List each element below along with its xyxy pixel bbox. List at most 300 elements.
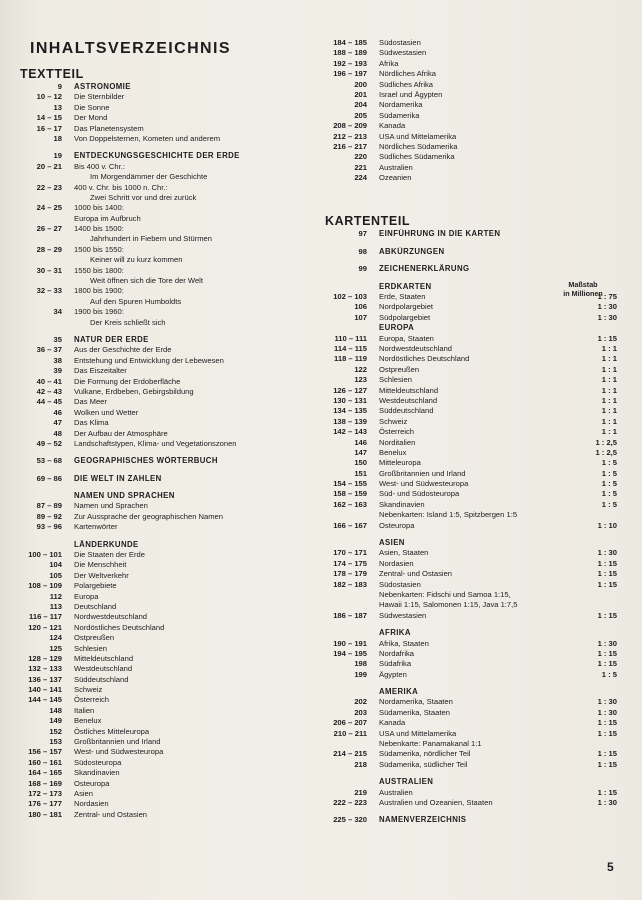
entry-title: Südwestasien — [379, 48, 427, 58]
entry-title: Südwestasien — [379, 610, 427, 620]
page-ref: 224 — [354, 173, 367, 183]
toc-entry — [325, 121, 617, 131]
toc-entry — [325, 659, 617, 669]
map-scale — [577, 323, 617, 333]
page-ref — [20, 193, 62, 203]
page-ref: 42 – 43 — [36, 386, 62, 396]
entry-title: Wolken und Wetter — [74, 407, 139, 417]
page-ref: 16 – 17 — [36, 123, 62, 133]
entry-title: Nordwestdeutschland — [74, 612, 148, 622]
entry-title: Schlesien — [74, 643, 107, 653]
toc-entry — [325, 569, 617, 579]
entry-title: USA und Mittelamerika — [379, 728, 457, 738]
page-number: 5 — [607, 860, 614, 874]
toc-entry — [325, 580, 617, 590]
toc-entry — [20, 103, 305, 113]
page-ref — [20, 540, 62, 550]
entry-title: Europa — [74, 591, 99, 601]
map-scale: 1 : 1 — [601, 406, 617, 416]
section-title: AFRIKA — [379, 628, 411, 638]
entry-title: Hawaii 1:15, Salomonen 1:15, Java 1:7,5 — [379, 600, 518, 610]
page-ref — [325, 739, 367, 749]
toc-entry — [325, 163, 617, 173]
page-ref: 24 – 25 — [36, 203, 62, 213]
kartenteil-list — [325, 229, 617, 825]
laenderkunde-continued-list — [325, 38, 617, 183]
toc-entry — [325, 611, 617, 621]
toc-entry — [325, 590, 617, 600]
entry-title: Australien und Ozeanien, Staaten — [379, 798, 493, 807]
entry-title: Nebenkarte: Panamakanal 1:1 — [379, 739, 482, 749]
page-ref: 20 – 21 — [36, 161, 62, 171]
entry-title: Östliches Mitteleuropa — [74, 726, 150, 736]
entry-title: West- und Südwesteuropa — [74, 747, 164, 757]
toc-entry — [325, 396, 617, 406]
entry-title: Mitteldeutschland — [74, 653, 134, 663]
page-ref: 107 — [354, 312, 367, 322]
page-ref: 208 – 209 — [333, 121, 367, 131]
map-scale — [577, 590, 617, 600]
page-ref: 150 — [354, 458, 367, 468]
entry-title: Österreich — [379, 427, 415, 437]
toc-entry — [325, 313, 617, 323]
toc-entry — [325, 69, 617, 79]
toc-entry — [20, 758, 305, 768]
page-ref: 128 – 129 — [28, 653, 62, 663]
page-ref: 138 – 139 — [333, 416, 367, 426]
massstab-header — [557, 280, 609, 298]
page-ref: 152 — [49, 726, 62, 736]
section-gap — [325, 531, 617, 538]
page-ref: 87 – 89 — [36, 501, 62, 511]
page-ref: 154 – 155 — [333, 479, 367, 489]
entry-title: 1900 bis 1960: — [74, 307, 124, 317]
page-ref: 69 – 86 — [36, 473, 62, 483]
page-ref: 156 – 157 — [28, 747, 62, 757]
toc-entry — [20, 124, 305, 134]
toc-entry — [325, 600, 617, 610]
section-heading-row — [325, 264, 617, 274]
map-scale: 1 : 15 — [597, 579, 617, 589]
section-title: EUROPA — [379, 323, 415, 333]
toc-entry — [20, 266, 305, 276]
toc-entry — [20, 695, 305, 705]
toc-entry — [325, 375, 617, 385]
page-ref: 40 – 41 — [36, 376, 62, 386]
page-ref: 47 — [53, 418, 62, 428]
page-ref: 108 – 109 — [28, 581, 62, 591]
section-gap — [20, 328, 305, 335]
section-heading-row — [20, 456, 305, 466]
toc-entry — [20, 664, 305, 674]
page-ref: 178 – 179 — [333, 569, 367, 579]
entry-title: Nordamerika, Staaten — [379, 697, 453, 707]
entry-title: Aus der Geschichte der Erde — [74, 345, 172, 355]
map-scale — [577, 247, 617, 257]
toc-entry — [325, 111, 617, 121]
page-ref — [20, 234, 62, 244]
toc-entry — [325, 334, 617, 344]
entry-title: Südamerika — [379, 110, 420, 120]
map-scale: 1 : 15 — [597, 659, 617, 669]
map-scale: 1 : 30 — [597, 302, 617, 312]
page-ref: 18 — [53, 133, 62, 143]
page-ref: 212 – 213 — [333, 131, 367, 141]
section-title: ASTRONOMIE — [74, 82, 131, 91]
page-ref: 170 – 171 — [333, 548, 367, 558]
map-scale: 1 : 75 — [597, 292, 617, 302]
page-ref: 160 – 161 — [28, 757, 62, 767]
section-gap — [325, 680, 617, 687]
page-ref: 182 – 183 — [333, 579, 367, 589]
toc-entry — [20, 255, 305, 265]
map-scale: 1 : 1 — [601, 427, 617, 437]
entry-title: Die Staaten der Erde — [74, 550, 145, 560]
entry-title: Jahrhundert in Fiebern und Stürmen — [90, 234, 212, 244]
page-ref: 203 — [354, 707, 367, 717]
map-scale: 1 : 1 — [601, 375, 617, 385]
page-ref: 10 – 12 — [36, 92, 62, 102]
toc-entry — [20, 387, 305, 397]
map-scale: 1 : 10 — [597, 520, 617, 530]
entry-title: Das Meer — [74, 397, 107, 407]
page-ref: 53 – 68 — [36, 456, 62, 466]
entry-title: Südamerika, Staaten — [379, 707, 450, 717]
entry-title: Zur Aussprache der geographischen Namen — [74, 511, 224, 521]
toc-entry — [325, 729, 617, 739]
page-ref: 151 — [354, 468, 367, 478]
entry-title: Nordöstliches Deutschland — [379, 354, 470, 364]
toc-entry — [20, 747, 305, 757]
map-scale: 1 : 15 — [597, 718, 617, 728]
toc-entry — [325, 559, 617, 569]
entry-title: Süddeutschland — [74, 674, 129, 684]
kartenteil-heading: KARTENTEIL — [325, 214, 411, 229]
entry-title: Kanada — [379, 121, 406, 131]
map-scale: 1 : 1 — [601, 364, 617, 374]
toc-entry — [20, 397, 305, 407]
page-ref: 49 – 52 — [36, 438, 62, 448]
toc-entry — [325, 38, 617, 48]
toc-entry — [20, 779, 305, 789]
page-ref: 200 — [354, 79, 367, 89]
entry-title: Mitteleuropa — [379, 458, 421, 468]
entry-title: 1800 bis 1900: — [74, 286, 124, 296]
section-title: NATUR DER ERDE — [74, 334, 149, 344]
page-ref: 130 – 131 — [333, 395, 367, 405]
entry-title: Im Morgendämmer der Geschichte — [90, 172, 208, 182]
page-ref: 99 — [358, 264, 367, 274]
toc-entry — [20, 581, 305, 591]
toc-entry — [325, 152, 617, 162]
entry-title: Polargebiete — [74, 581, 117, 591]
toc-entry — [325, 132, 617, 142]
page-ref: 14 – 15 — [36, 113, 62, 123]
entry-title: Deutschland — [74, 601, 117, 611]
toc-entry — [325, 354, 617, 364]
page-ref: 134 – 135 — [333, 406, 367, 416]
entry-title: Weit öffnen sich die Tore der Welt — [90, 276, 203, 286]
page-ref: 93 – 96 — [36, 522, 62, 532]
entry-title: Nordafrika — [379, 648, 415, 658]
toc-entry — [20, 224, 305, 234]
page-ref — [325, 628, 367, 638]
section-title: ERDKARTEN — [379, 281, 432, 291]
entry-title: Australien — [379, 162, 413, 172]
section-gap — [20, 467, 305, 474]
map-scale: 1 : 15 — [597, 569, 617, 579]
toc-entry — [325, 718, 617, 728]
entry-title: Von Doppelsternen, Kometen und anderem — [74, 133, 221, 143]
map-scale: 1 : 15 — [597, 648, 617, 658]
page-ref: 184 – 185 — [333, 38, 367, 47]
section-heading-row — [325, 687, 617, 697]
page-ref: 147 — [354, 447, 367, 457]
section-title: EINFÜHRUNG IN DIE KARTEN — [379, 229, 501, 239]
entry-title: Mitteldeutschland — [379, 385, 439, 395]
toc-entry — [325, 427, 617, 437]
section-gap — [20, 533, 305, 540]
page-ref: 46 — [53, 407, 62, 417]
map-scale: 1 : 15 — [597, 333, 617, 343]
page-ref: 28 – 29 — [36, 244, 62, 254]
entry-title: Das Eiszeitalter — [74, 366, 127, 376]
page-ref: 118 – 119 — [334, 354, 367, 364]
toc-entry — [325, 406, 617, 416]
page-ref — [20, 255, 62, 265]
toc-entry — [20, 276, 305, 286]
toc-entry — [20, 550, 305, 560]
page-ref: 166 – 167 — [333, 520, 367, 530]
page-ref: 89 – 92 — [36, 511, 62, 521]
map-scale: 1 : 5 — [601, 468, 617, 478]
toc-entry — [20, 286, 305, 296]
page-ref — [20, 318, 62, 328]
left-column — [20, 38, 305, 820]
entry-title: Der Mond — [74, 113, 108, 123]
massstab-unit: in Millionen — [563, 289, 603, 298]
section-heading-row — [325, 229, 617, 239]
map-scale: 1 : 5 — [601, 489, 617, 499]
entry-title: Afrika — [379, 58, 399, 68]
page-ref: 124 — [49, 633, 62, 643]
page-ref: 48 — [53, 428, 62, 438]
toc-entry — [20, 560, 305, 570]
map-scale — [577, 538, 617, 548]
map-scale — [577, 815, 617, 825]
toc-entry — [325, 100, 617, 110]
page-ref: 198 — [354, 659, 367, 669]
toc-entry — [20, 612, 305, 622]
page-ref: 125 — [49, 643, 62, 653]
toc-entry — [20, 789, 305, 799]
toc-entry — [325, 510, 617, 520]
page-ref: 113 — [49, 601, 62, 611]
section-gap — [325, 240, 617, 247]
section-heading-row — [20, 540, 305, 550]
entry-title: Die Formung der Erdoberfläche — [74, 376, 181, 386]
page-ref — [20, 297, 62, 307]
section-title: AMERIKA — [379, 687, 419, 697]
entry-title: Südamerika, nördlicher Teil — [379, 749, 471, 759]
toc-entry — [325, 798, 617, 808]
entry-title: Südafrika — [379, 659, 412, 669]
section-title: DIE WELT IN ZAHLEN — [74, 473, 162, 483]
toc-entry — [20, 810, 305, 820]
entry-title: Nördliches Südamerika — [379, 141, 458, 151]
page-ref: 172 – 173 — [28, 789, 62, 798]
page-ref: 19 — [53, 151, 62, 161]
entry-title: Südostasien — [379, 579, 421, 589]
entry-title: Vulkane, Erdbeben, Gebirgsbildung — [74, 386, 194, 396]
section-gap — [20, 144, 305, 151]
entry-title: Die Sonne — [74, 102, 110, 112]
entry-title: Benelux — [379, 447, 407, 457]
toc-entry — [325, 521, 617, 531]
map-scale: 1 : 30 — [597, 798, 617, 807]
section-title: ENTDECKUNGSGESCHICHTE DER ERDE — [74, 151, 240, 161]
entry-title: Skandinavien — [379, 499, 425, 509]
section-gap — [325, 257, 617, 264]
section-gap — [20, 449, 305, 456]
toc-entry — [20, 418, 305, 428]
toc-entry — [20, 214, 305, 224]
toc-entry — [20, 716, 305, 726]
page-ref: 35 — [53, 334, 62, 344]
toc-entry — [325, 788, 617, 798]
section-title: AUSTRALIEN — [379, 777, 434, 787]
toc-entry — [20, 134, 305, 144]
page-ref: 106 — [354, 302, 367, 312]
page-ref: 34 — [53, 307, 62, 317]
page-ref: 136 – 137 — [28, 674, 62, 684]
section-heading-row — [20, 491, 305, 501]
map-scale: 1 : 15 — [597, 558, 617, 568]
toc-entry — [20, 245, 305, 255]
page-ref: 218 — [354, 759, 367, 769]
section-title: LÄNDERKUNDE — [74, 539, 139, 549]
page-ref: 112 — [49, 591, 62, 601]
toc-entry — [325, 59, 617, 69]
entry-title: Südpolargebiet — [379, 312, 431, 322]
entry-title: Nordamerika — [379, 100, 423, 110]
map-scale: 1 : 30 — [597, 697, 617, 707]
entry-title: Namen und Sprachen — [74, 501, 148, 511]
entry-title: Ostpreußen — [379, 364, 420, 374]
entry-title: Auf den Spuren Humboldts — [90, 296, 182, 306]
map-scale: 1 : 15 — [597, 728, 617, 738]
entry-title: Südostasien — [379, 38, 421, 47]
page-ref: 190 – 191 — [333, 638, 367, 648]
map-scale: 1 : 1 — [601, 343, 617, 353]
page-ref — [325, 590, 367, 600]
section-title: NAMENVERZEICHNIS — [379, 815, 467, 825]
entry-title: Nordpolargebiet — [379, 302, 434, 312]
page-ref: 199 — [354, 669, 367, 679]
page-ref: 164 – 165 — [28, 768, 62, 778]
page-ref: 205 — [354, 110, 367, 120]
toc-entry — [20, 592, 305, 602]
toc-entry — [325, 479, 617, 489]
toc-entry — [20, 633, 305, 643]
entry-title: Schlesien — [379, 375, 412, 385]
page-ref: 206 – 207 — [333, 718, 367, 728]
entry-title: Skandinavien — [74, 768, 120, 778]
toc-entry — [325, 386, 617, 396]
section-title: NAMEN UND SPRACHEN — [74, 491, 175, 501]
section-title: ASIEN — [379, 538, 405, 548]
page-ref: 140 – 141 — [28, 685, 62, 695]
entry-title: Entstehung und Entwicklung der Lebewesen — [74, 355, 224, 365]
toc-entry — [20, 92, 305, 102]
toc-entry — [20, 297, 305, 307]
toc-entry — [20, 113, 305, 123]
toc-entry — [20, 768, 305, 778]
page-ref — [325, 777, 367, 787]
toc-entry — [20, 675, 305, 685]
toc-entry — [20, 727, 305, 737]
entry-title: Südliches Afrika — [379, 79, 434, 89]
toc-entry — [20, 183, 305, 193]
map-scale: 1 : 15 — [597, 759, 617, 769]
entry-title: Italien — [74, 705, 95, 715]
map-scale — [577, 264, 617, 274]
page-ref: 174 – 175 — [333, 558, 367, 568]
map-scale: 1 : 30 — [597, 312, 617, 322]
page-ref: 39 — [53, 366, 62, 376]
page-ref: 176 – 177 — [28, 799, 62, 809]
page-ref: 110 – 111 — [334, 333, 367, 343]
page-ref: 26 – 27 — [36, 224, 62, 234]
section-heading-row — [325, 628, 617, 638]
toc-entry — [20, 345, 305, 355]
entry-title: 1400 bis 1500: — [74, 224, 124, 234]
map-scale: 1 : 5 — [601, 458, 617, 468]
textteil-heading: TEXTTEIL — [20, 67, 84, 81]
toc-entry — [20, 501, 305, 511]
entry-title: Der Aufbau der Atmosphäre — [74, 428, 168, 438]
map-scale: 1 : 5 — [601, 669, 617, 679]
entry-title: Großbritannien und Irland — [379, 468, 466, 478]
entry-title: Die Menschheit — [74, 560, 127, 570]
toc-entry — [325, 760, 617, 770]
map-scale: 1 : 5 — [601, 479, 617, 489]
toc-entry — [325, 302, 617, 312]
toc-entry — [325, 649, 617, 659]
toc-entry — [20, 234, 305, 244]
page-ref: 202 — [354, 697, 367, 707]
page-ref: 220 — [354, 152, 367, 162]
entry-title: Süd- und Südosteuropa — [379, 489, 460, 499]
map-scale — [577, 510, 617, 520]
page-ref: 126 – 127 — [333, 385, 367, 395]
toc-entry — [20, 571, 305, 581]
section-heading-row — [325, 323, 617, 333]
page-ref: 216 – 217 — [333, 141, 367, 151]
entry-title: 1000 bis 1400: — [74, 203, 124, 213]
section-gap — [325, 770, 617, 777]
toc-entry — [20, 706, 305, 716]
map-scale: 1 : 5 — [601, 499, 617, 509]
page-ref: 97 — [358, 229, 367, 239]
section-gap — [325, 621, 617, 628]
section-heading-row — [325, 538, 617, 548]
section-title: ZEICHENERKLÄRUNG — [379, 264, 470, 274]
entry-title: Westdeutschland — [74, 664, 133, 674]
map-scale — [577, 229, 617, 239]
toc-entry — [325, 417, 617, 427]
page-ref: 9 — [57, 82, 62, 91]
